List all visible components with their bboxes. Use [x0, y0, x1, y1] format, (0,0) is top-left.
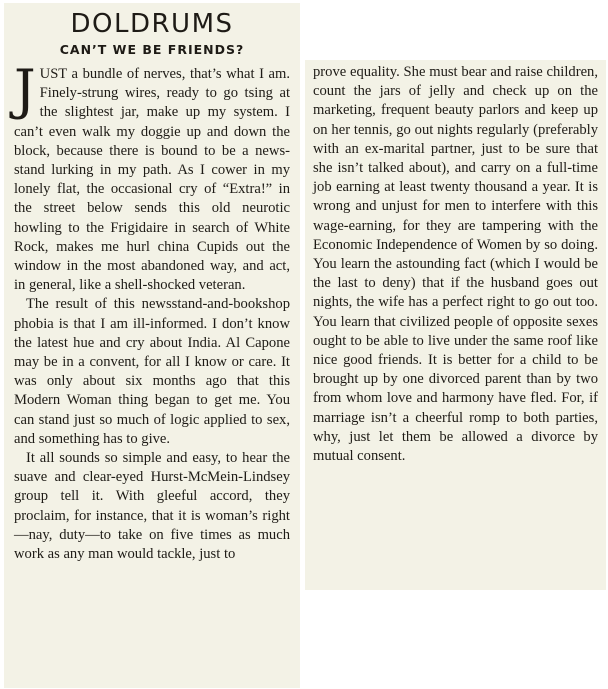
article-subtitle: CAN’T WE BE FRIENDS?: [59, 42, 245, 57]
left-column: [4, 3, 300, 688]
paragraph-1-text: UST a bundle of nerves, that’s what I am. Finely-strung wires, ready to go tsing at the slightest jar, make up my system. I can’t even walk my doggie up and down the block, because there is bound to be a news-stand lurking in my path. As I cower in my lonely flat, the occasional cry of “Extra!” in the street below sends this old neurotic howling to the Frigidaire in search of White Rock, makes me hurl china Cupids out the window in the most abandoned way, and act, in general, like a shell-shocked veteran.: [14, 66, 290, 294]
drop-cap: J: [14, 58, 36, 121]
paragraph-1: [14, 58, 290, 295]
right-column: [305, 60, 606, 590]
paragraph-2: The result of this newsstand-and-bookshop phobia is that I am ill-informed. I don’t know the latest hue and cry about India. Al Capone may be in a convent, for all I know or care. It was only about six months ago that this Modern Woman thing began to get me. You can stand just so much of logic applied to sex, and something has to give.: [14, 296, 290, 447]
paragraph-3-continued: prove equality. She must bear and raise children, count the jars of jelly and check up on the marketing, frequent beauty parlors and keep up on her tennis, go out nights regularly (preferably with an ex-marital partner, just to be sure that she isn’t talked about), and carry on a full-time job earning at least twenty thousand a year. It is wrong and unjust for men to interfere with this wage-earning, for they are tampering with the Economic Independence of Women by so doing. You learn the astounding fact (which I would be the last to deny) that if the husband goes out nights, the wife has a perfect right to go out too. You learn that civilized people of opposite sexes ought to be able to live under the same roof like nice good friends. It is better for a child to be brought up by one divorced parent than by two from whom love and harmony have fled. For, if marriage isn’t a cheerful romp to both parties, why, just let them be allowed a divorce by mutual consent.: [313, 64, 598, 465]
paragraph-3: It all sounds so simple and easy, to hear the suave and clear-eyed Hurst-McMein-Lindsey group tell it. With gleeful accord, they proclaim, for instance, that it is woman’s right—nay, duty—to take on five times as much work as any man would tackle, just to: [14, 450, 290, 563]
article-title: DOLDRUMS: [70, 9, 234, 39]
